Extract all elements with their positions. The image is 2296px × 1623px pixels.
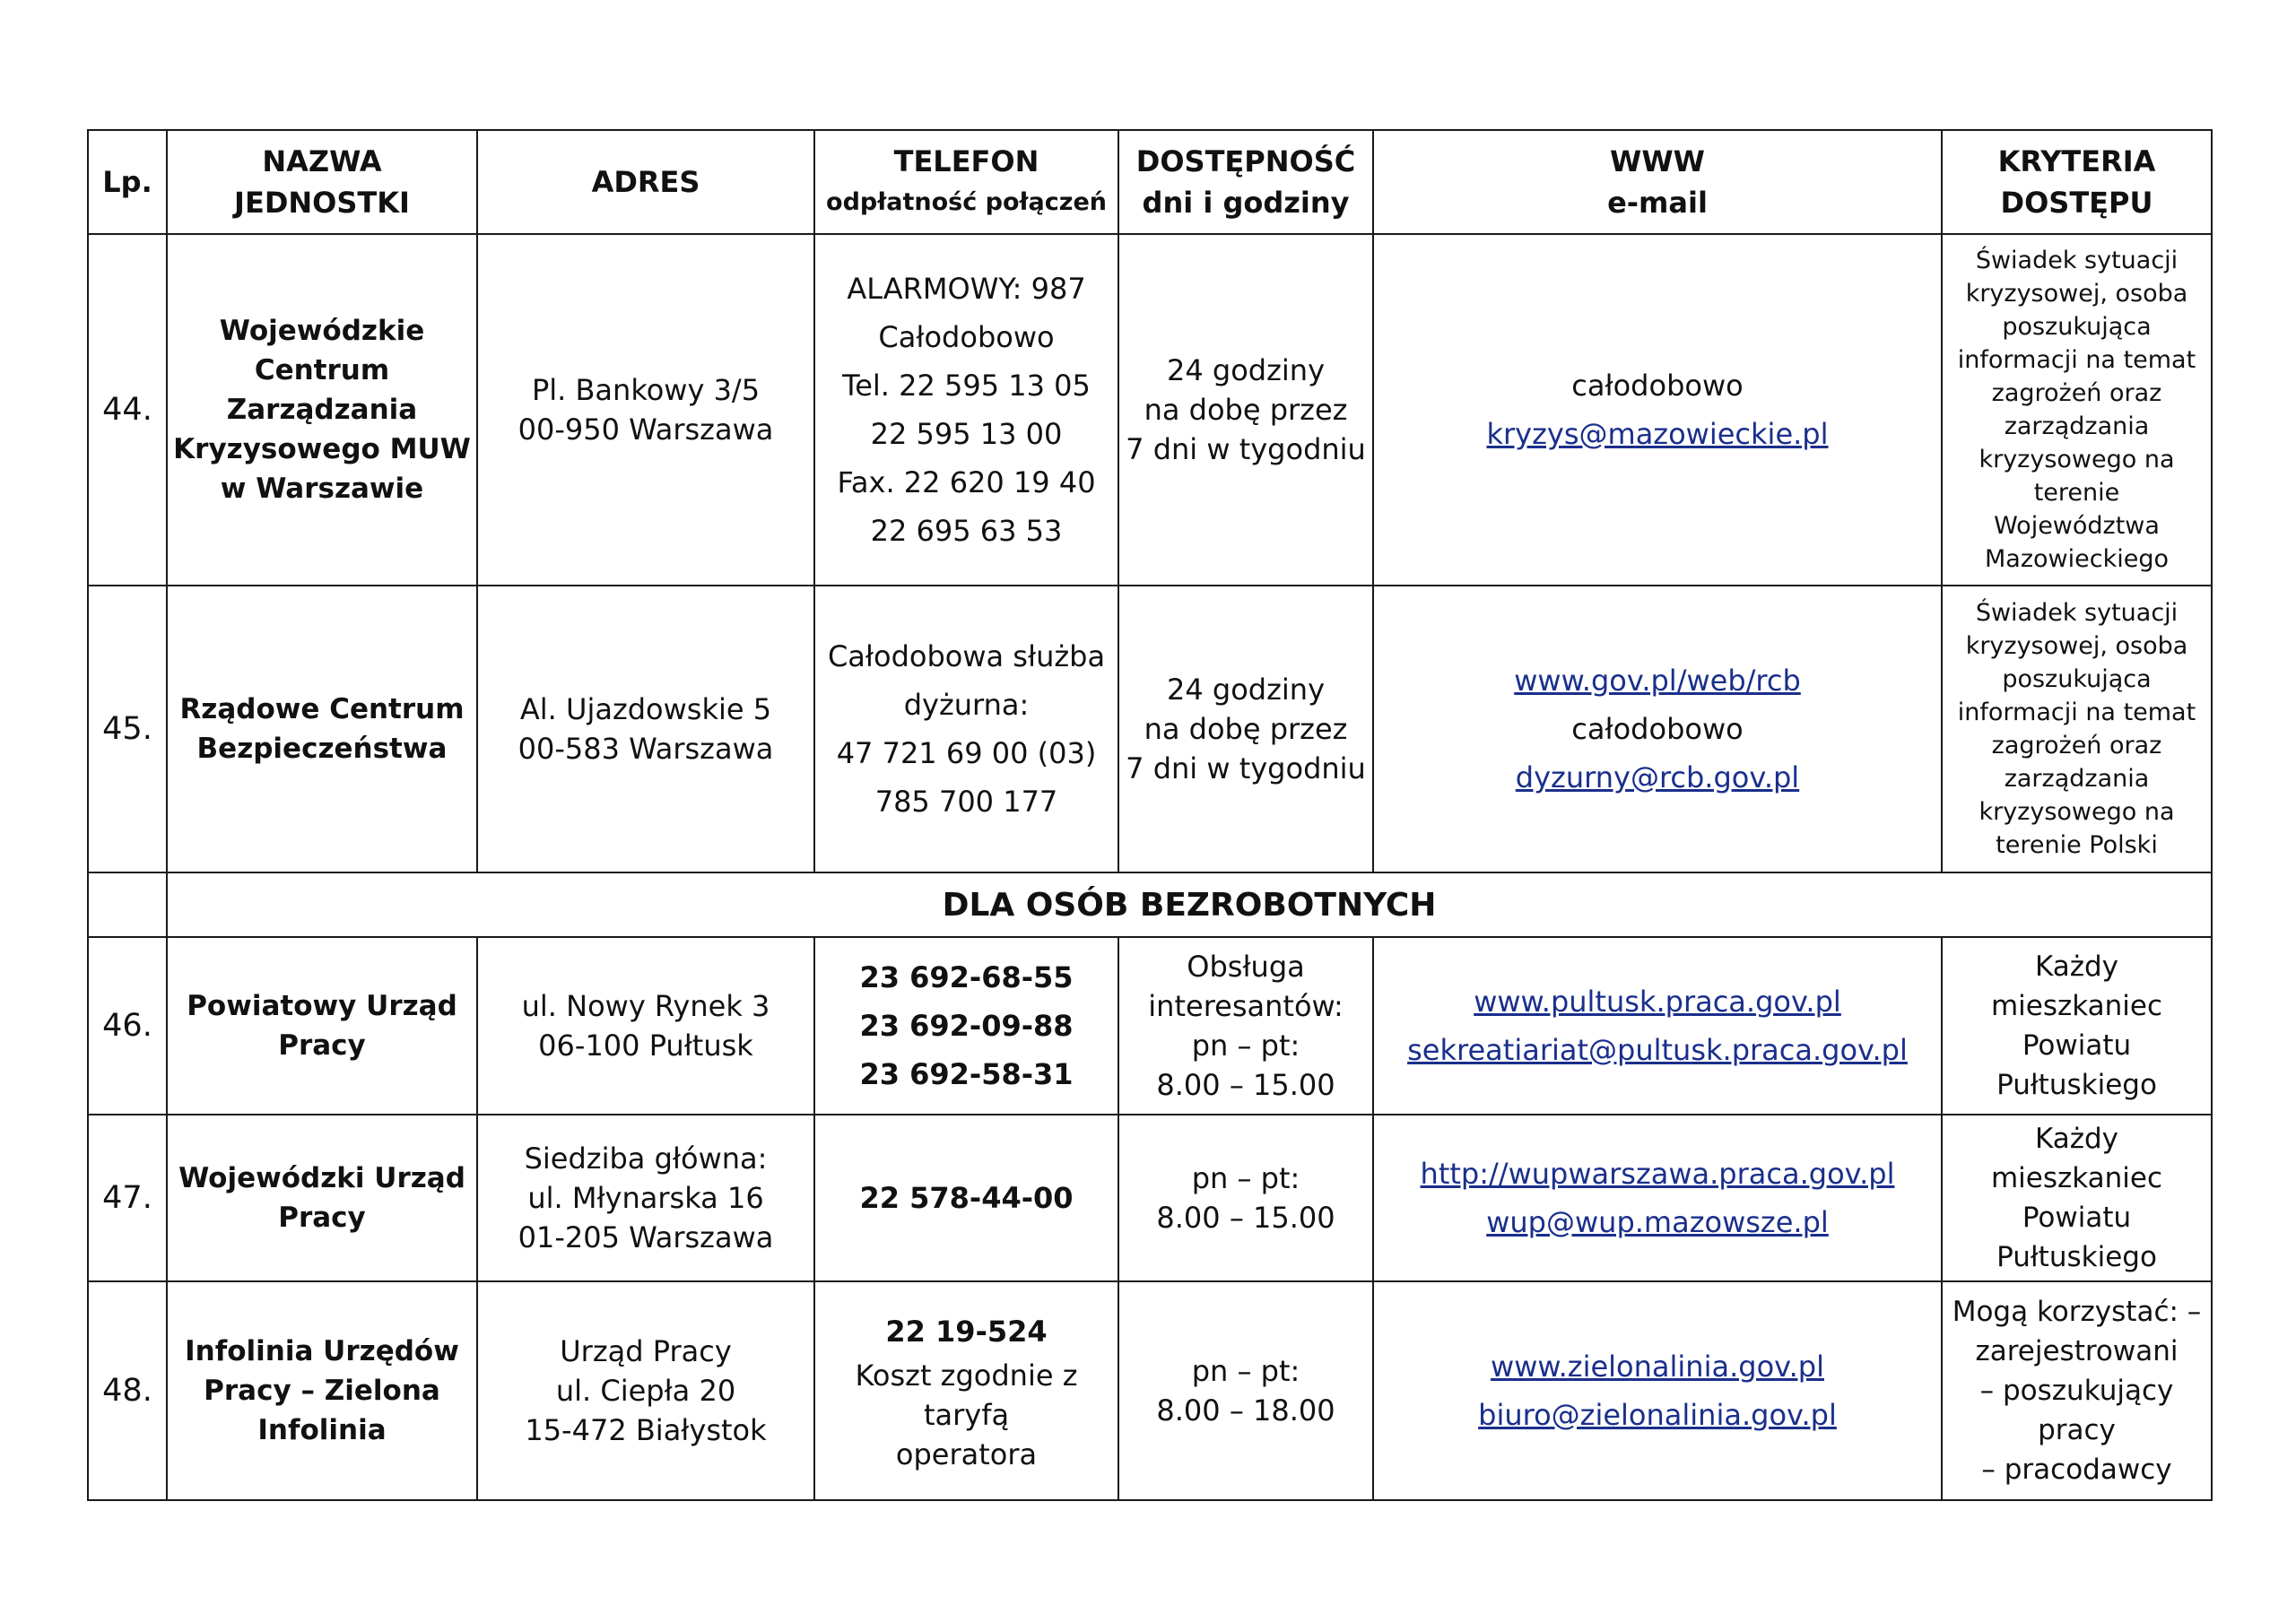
table-row xyxy=(88,937,2212,1115)
unit-availability: Obsługa interesantów: pn – pt: 8.00 – 15.00 xyxy=(1118,937,1373,1115)
unit-address: Pl. Bankowy 3/5 00-950 Warszawa xyxy=(477,234,814,586)
unit-www-email xyxy=(1373,937,1942,1115)
unit-criteria: Mogą korzystać: – zarejestrowani – poszukujący pracy – pracodawcy xyxy=(1942,1281,2212,1500)
row-number: 48. xyxy=(88,1281,167,1500)
unit-address: Urząd Pracy ul. Ciepła 20 15-472 Białystok xyxy=(477,1281,814,1500)
email-link[interactable]: sekreatiariat@pultusk.praca.gov.pl xyxy=(1407,1033,1908,1067)
unit-criteria: Każdy mieszkaniec Powiatu Pułtuskiego xyxy=(1942,937,2212,1115)
unit-phone: ALARMOWY: 987 Całodobowo Tel. 22 595 13 05 22 595 13 00 Fax. 22 620 19 40 22 695 63 53 xyxy=(814,234,1118,586)
unit-www-email xyxy=(1373,234,1942,586)
header-phone: TELEFON odpłatność połączeń xyxy=(814,130,1118,234)
table-row xyxy=(88,234,2212,586)
row-number: 44. xyxy=(88,234,167,586)
row-number: 47. xyxy=(88,1115,167,1281)
website-link[interactable]: www.gov.pl/web/rcb xyxy=(1514,664,1801,698)
unit-name: Wojewódzki Urząd Pracy xyxy=(167,1115,477,1281)
unit-address: ul. Nowy Rynek 3 06-100 Pułtusk xyxy=(477,937,814,1115)
header-lp: Lp. xyxy=(88,130,167,234)
email-link[interactable]: biuro@zielonalinia.gov.pl xyxy=(1478,1398,1837,1432)
unit-name: Powiatowy Urząd Pracy xyxy=(167,937,477,1115)
header-address: ADRES xyxy=(477,130,814,234)
unit-name: Rządowe Centrum Bezpieczeństwa xyxy=(167,586,477,872)
unit-www-email xyxy=(1373,1281,1942,1500)
email-link[interactable]: kryzys@mazowieckie.pl xyxy=(1486,417,1829,451)
unit-www-email xyxy=(1373,1115,1942,1281)
row-number: 46. xyxy=(88,937,167,1115)
unit-www-email xyxy=(1373,586,1942,872)
hours-text: całodobowo xyxy=(1571,712,1744,746)
unit-phone: 22 578-44-00 xyxy=(814,1115,1118,1281)
table-row xyxy=(88,1115,2212,1281)
contact-table xyxy=(87,129,2213,1501)
section-title: DLA OSÓB BEZROBOTNYCH xyxy=(167,872,2212,937)
header-name: NAZWA JEDNOSTKI xyxy=(167,130,477,234)
table-row xyxy=(88,586,2212,872)
unit-availability: pn – pt: 8.00 – 18.00 xyxy=(1118,1281,1373,1500)
unit-address: Al. Ujazdowskie 5 00-583 Warszawa xyxy=(477,586,814,872)
unit-criteria: Świadek sytuacji kryzysowej, osoba poszukująca informacji na temat zagrożeń oraz zarządzania kryzysowego na terenie Województwa Mazowieckiego xyxy=(1942,234,2212,586)
website-link[interactable]: www.zielonalinia.gov.pl xyxy=(1491,1350,1824,1384)
website-link[interactable]: http://wupwarszawa.praca.gov.pl xyxy=(1420,1157,1895,1191)
unit-criteria: Każdy mieszkaniec Powiatu Pułtuskiego xyxy=(1942,1115,2212,1281)
unit-address: Siedziba główna: ul. Młynarska 16 01-205 Warszawa xyxy=(477,1115,814,1281)
table-row xyxy=(88,1281,2212,1500)
unit-phone: Całodobowa służba dyżurna: 47 721 69 00 (03) 785 700 177 xyxy=(814,586,1118,872)
header-row xyxy=(88,130,2212,234)
email-link[interactable]: dyzurny@rcb.gov.pl xyxy=(1515,760,1800,794)
unit-availability: 24 godziny na dobę przez 7 dni w tygodniu xyxy=(1118,234,1373,586)
section-row xyxy=(88,872,2212,937)
hours-text: całodobowo xyxy=(1571,369,1744,403)
website-link[interactable]: www.pultusk.praca.gov.pl xyxy=(1474,985,1841,1019)
row-number: 45. xyxy=(88,586,167,872)
header-availability: DOSTĘPNOŚĆ dni i godziny xyxy=(1118,130,1373,234)
unit-name: Wojewódzkie Centrum Zarządzania Kryzysowego MUW w Warszawie xyxy=(167,234,477,586)
unit-criteria: Świadek sytuacji kryzysowej, osoba poszukująca informacji na temat zagrożeń oraz zarządzania kryzysowego na terenie Polski xyxy=(1942,586,2212,872)
unit-phone: 22 19-524 Koszt zgodnie z taryfą operatora xyxy=(814,1281,1118,1500)
unit-availability: 24 godziny na dobę przez 7 dni w tygodniu xyxy=(1118,586,1373,872)
email-link[interactable]: wup@wup.mazowsze.pl xyxy=(1486,1205,1829,1239)
header-criteria: KRYTERIA DOSTĘPU xyxy=(1942,130,2212,234)
header-www: WWW e-mail xyxy=(1373,130,1942,234)
unit-availability: pn – pt: 8.00 – 15.00 xyxy=(1118,1115,1373,1281)
unit-phone: 23 692-68-55 23 692-09-88 23 692-58-31 xyxy=(814,937,1118,1115)
unit-name: Infolinia Urzędów Pracy – Zielona Infolinia xyxy=(167,1281,477,1500)
